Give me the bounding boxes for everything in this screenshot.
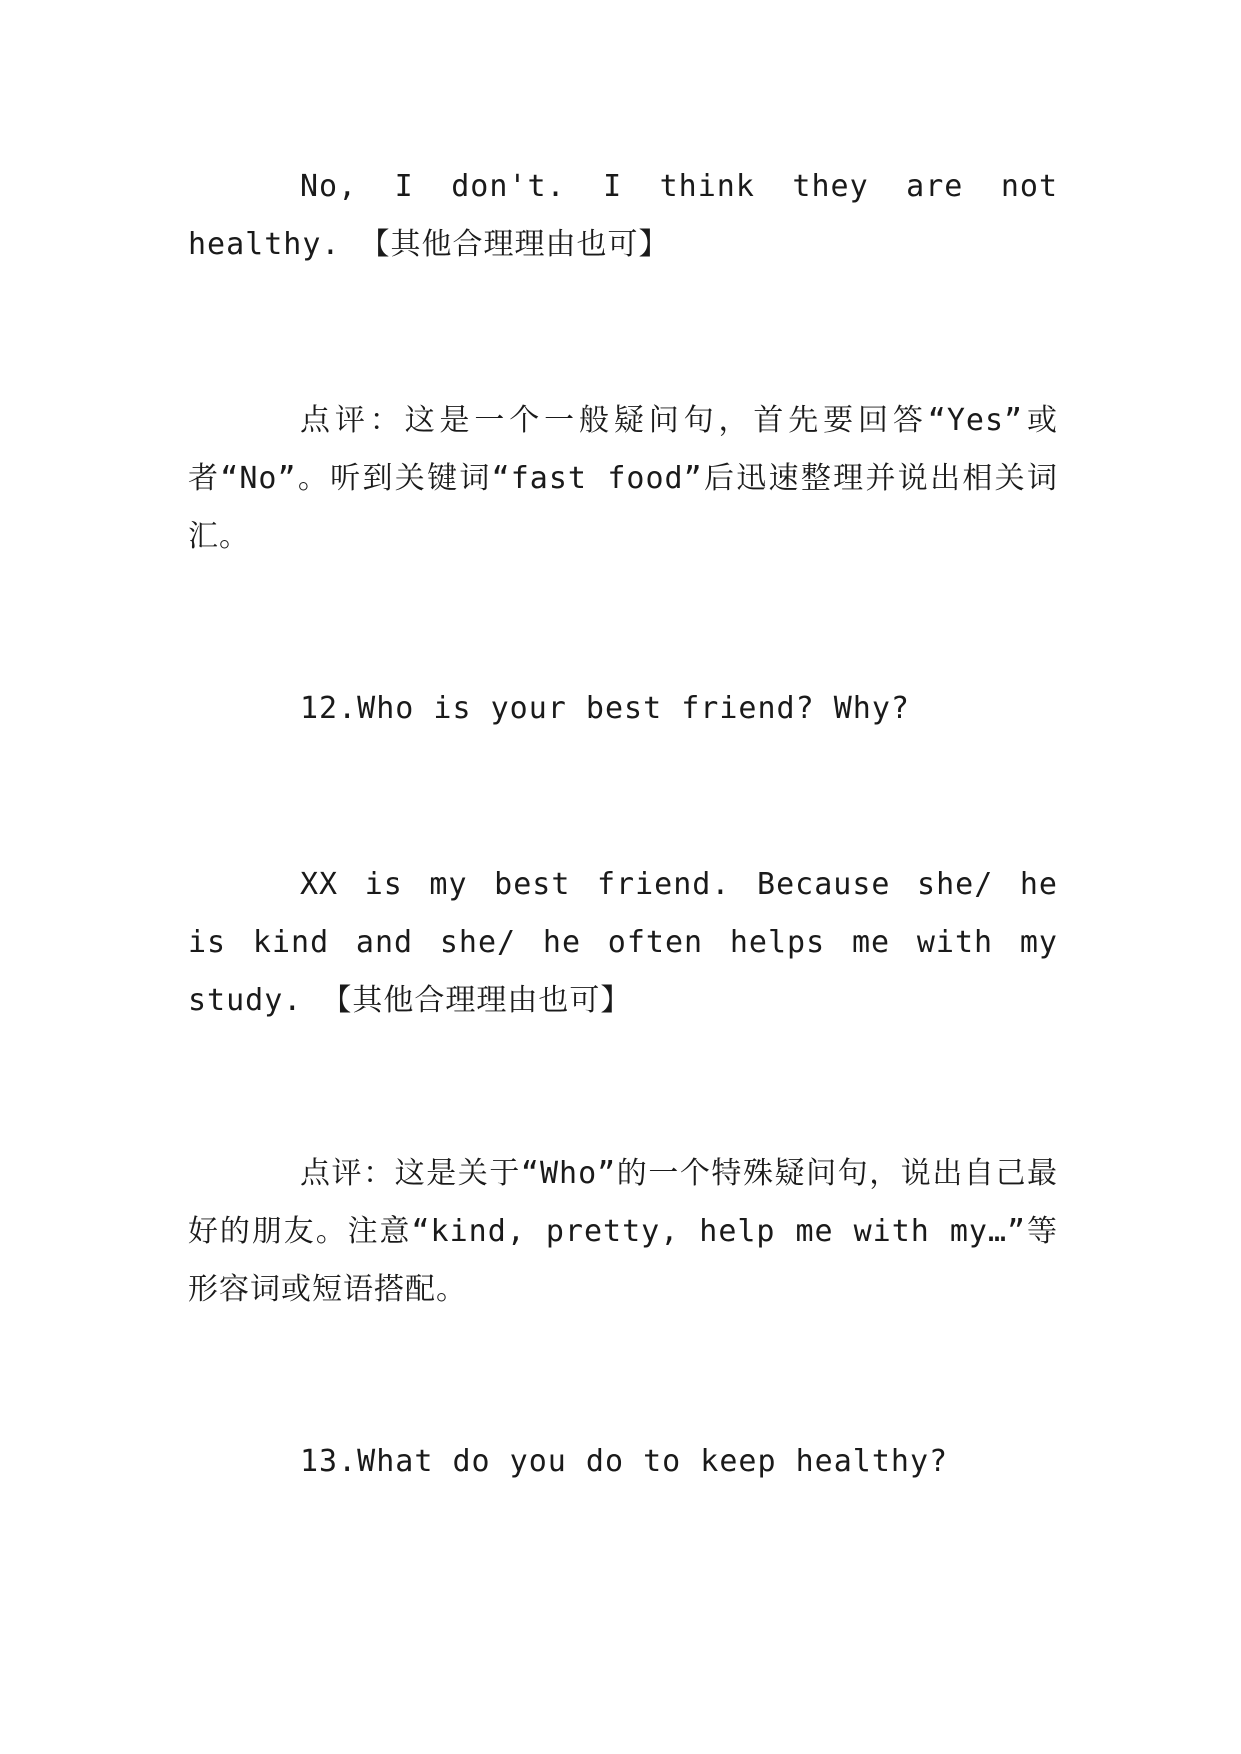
answer-paragraph-12: XX is my best friend. Because she/ he is kind and she/ he often helps me with my study. 【其他合理理由也可】 <box>188 867 1058 1018</box>
question-12: 12.Who is your best friend? Why? <box>300 691 910 726</box>
comment-paragraph-11: 点评：这是一个一般疑问句，首先要回答“Yes”或者“No”。听到关键词“fast food”后迅速整理并说出相关词汇。 <box>188 403 1058 554</box>
comment-paragraph-12: 点评：这是关于“Who”的一个特殊疑问句，说出自己最好的朋友。注意“kind, pretty, help me with my…”等形容词或短语搭配。 <box>188 1156 1058 1307</box>
answer-paragraph-11: No, I don't. I think they are not healthy. 【其他合理理由也可】 <box>188 169 1058 262</box>
question-13: 13.What do you do to keep healthy? <box>300 1444 949 1479</box>
